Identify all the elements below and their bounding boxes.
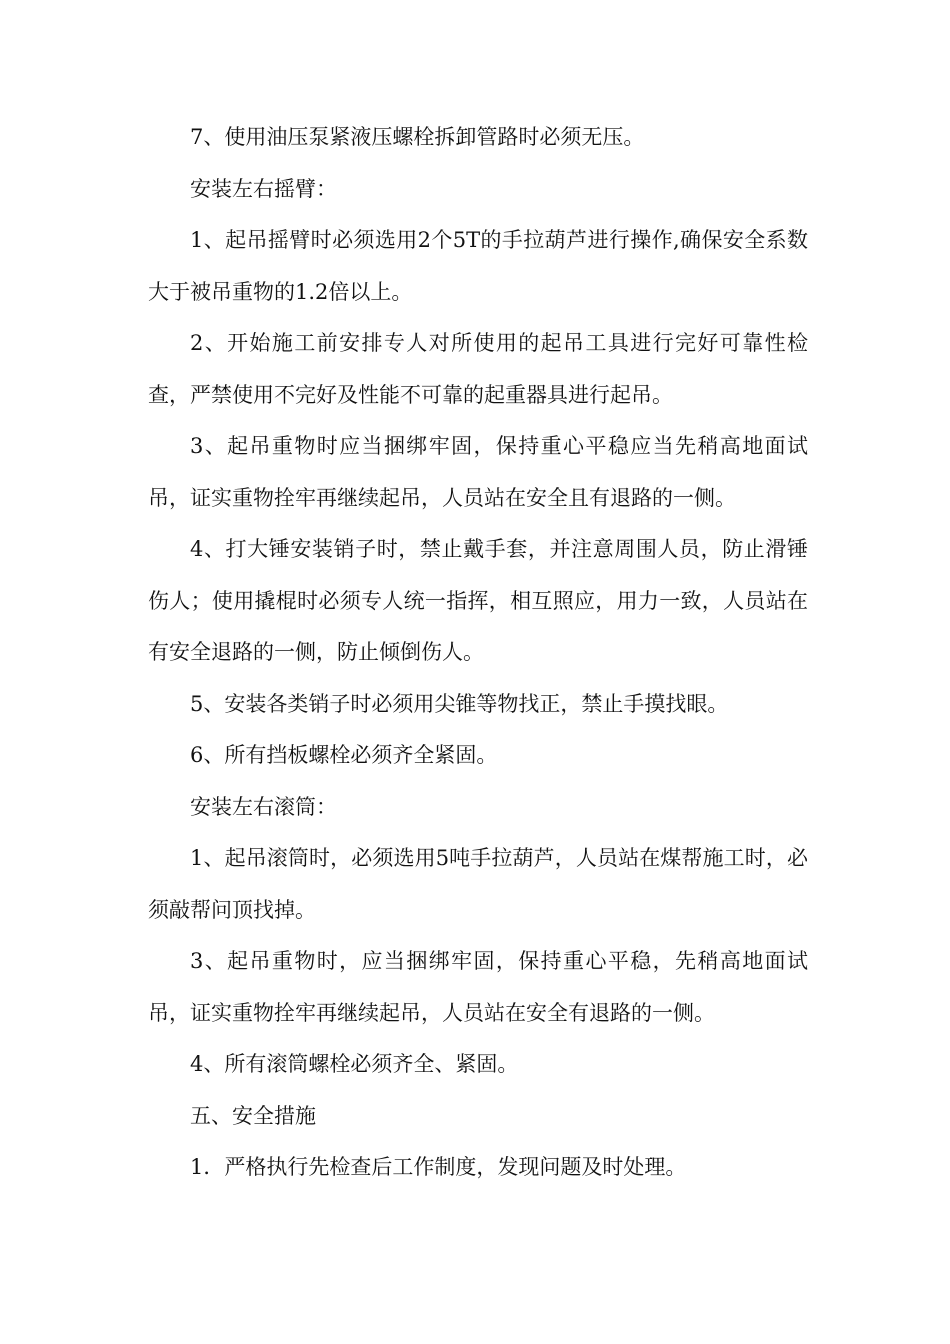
paragraph-rocker-lifting: 1、起吊摇臂时必须选用2个5T的手拉葫芦进行操作,确保安全系数大于被吊重物的1.2倍以上。 — [148, 228, 808, 304]
paragraph-drum-lifting: 1、起吊滚筒时，必须选用5吨手拉葫芦，人员站在煤帮施工时，必须敲帮问顶找掉。 — [148, 846, 808, 922]
section-heading-drums: 安装左右滚筒： — [190, 794, 337, 819]
paragraph-drum-bolts: 4、所有滚筒螺栓必须齐全、紧固。 — [190, 1052, 519, 1076]
paragraph-lifting-binding: 3、起吊重物时应当捆绑牢固，保持重心平稳应当先稍高地面试吊，证实重物拴牢再继续起吊，人员站在安全且有退路的一侧。 — [148, 434, 808, 510]
paragraph-hydraulic-bolt: 7、使用油压泵紧液压螺栓拆卸管路时必须无压。 — [190, 125, 645, 149]
paragraph-inspect-first: 1．严格执行先检查后工作制度，发现问题及时处理。 — [190, 1155, 687, 1179]
paragraph-sledgehammer-pins: 4、打大锤安装销子时，禁止戴手套，并注意周围人员，防止滑锤伤人；使用撬棍时必须专人统一指挥，相互照应，用力一致，人员站在有安全退路的一侧，防止倾倒伤人。 — [148, 537, 808, 664]
paragraph-drum-binding: 3、起吊重物时，应当捆绑牢固，保持重心平稳，先稍高地面试吊，证实重物拴牢再继续起吊，人员站在安全有退路的一侧。 — [148, 949, 808, 1025]
section-heading-safety-measures: 五、安全措施 — [190, 1103, 316, 1128]
paragraph-pin-alignment: 5、安装各类销子时必须用尖锥等物找正，禁止手摸找眼。 — [190, 691, 729, 716]
paragraph-tool-inspection: 2、开始施工前安排专人对所使用的起吊工具进行完好可靠性检查，严禁使用不完好及性能不可靠的起重器具进行起吊。 — [148, 331, 808, 407]
paragraph-baffle-bolts: 6、所有挡板螺栓必须齐全紧固。 — [190, 743, 498, 767]
document-body — [148, 112, 808, 1194]
section-heading-rocker-arm: 安装左右摇臂： — [190, 176, 337, 201]
